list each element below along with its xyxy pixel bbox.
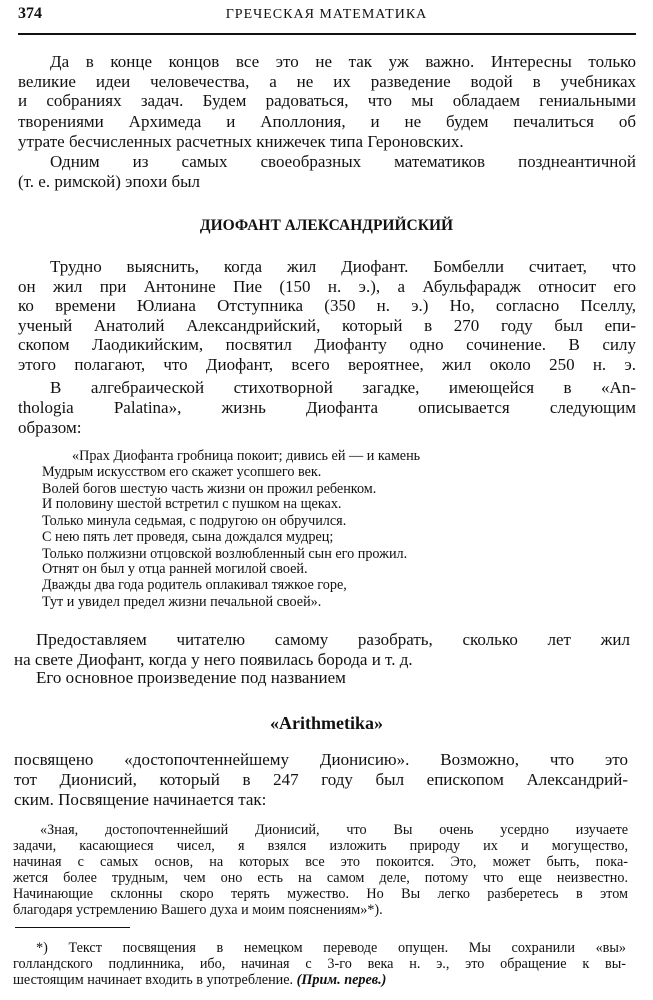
text-line: Трудно выяснить, когда жил Диофант. Бомбелли считает, что [50, 257, 636, 276]
text-line: скопом Лаодикийским, посвятил Диофанту одно сочинение. В силу [18, 335, 636, 354]
section-heading: «Arithmetika» [270, 713, 383, 733]
text-line: В алгебраической стихотворной загадке, имеющейся в «An- [50, 378, 636, 397]
poem-line: Волей богов шестую часть жизни он прожил ребенком. [42, 481, 377, 497]
text-line: Его основное произведение под названием [36, 668, 346, 687]
footnote-line: голландского подлинника, ибо, начиная с 3-го века н. э., это обращение к вы- [13, 956, 626, 972]
text-line: Предоставляем читателю самому разобрать, сколько лет жил [36, 630, 630, 649]
text-line: посвящено «достопочтеннейшему Дионисию». Возможно, что это [14, 750, 628, 769]
quote-line: задачи, касающиеся чисел, я взялся изложить природу их и могущество, [13, 838, 628, 854]
text-line: этого полагают, что Диофант, всего вероятнее, жил около 250 н. э. [18, 355, 636, 374]
text-line: Одним из самых своеобразных математиков позднеантичной [50, 152, 636, 171]
translator-note: (Прим. перев.) [296, 972, 387, 988]
poem-line: И половину шестой встретил с пушком на щеках. [42, 496, 342, 512]
quote-line: Начинающие склонны скоро терять мужество. Но Вы легко разберетесь в этом [13, 886, 628, 902]
text-line: ко времени Юлиана Отступника (350 н. э.) Но, согласно Пселлу, [18, 296, 636, 315]
text-line: thologia Palatina», жизнь Диофанта описывается следующим [18, 398, 636, 417]
text-line: утрате бесчисленных расчетных книжечек типа Героновских. [18, 132, 464, 151]
page-number: 374 [18, 5, 42, 22]
running-title: ГРЕЧЕСКАЯ МАТЕМАТИКА [225, 7, 428, 22]
quote-line: начиная с самых основ, на которых все это покоится. Это, может быть, пока- [13, 854, 628, 870]
header-rule [18, 33, 636, 35]
text-line: и собраниях задач. Будем радоваться, что мы обладаем гениальными [18, 91, 636, 110]
text-line: (т. е. римской) эпохи был [18, 172, 201, 191]
text-line: творениями Архимеда и Аполлония, и не будем печалиться об [18, 112, 636, 131]
text-line: великие идеи человечества, а не их разведение водой в учебниках [18, 72, 636, 91]
poem-line: Только полжизни отцовской возлюбленный сын его прожил. [42, 546, 408, 562]
footnote-rule [15, 927, 130, 928]
poem-line: «Прах Диофанта гробница покоит; дивись ей — и камень [72, 448, 421, 464]
section-heading: ДИОФАНТ АЛЕКСАНДРИЙСКИЙ [199, 217, 454, 234]
footnote-line [13, 972, 386, 988]
poem-line: Мудрым искусством его скажет усопшего век. [42, 464, 322, 480]
text-line: Да в конце концов все это не так уж важно. Интересны только [50, 52, 636, 71]
quote-line: жется более трудным, чем оно есть на самом деле, потому что еще неизвестно. [13, 870, 628, 886]
text-line: ским. Посвящение начинается так: [14, 790, 267, 809]
text-line: он жил при Антонине Пие (150 н. э.), а Абульфарадж относит его [18, 277, 636, 296]
text-line: тот Дионисий, который в 247 году был епископом Александрий- [14, 770, 628, 789]
quote-line: «Зная, достопочтеннейший Дионисий, что Вы очень усердно изучаете [40, 822, 628, 838]
poem-line: Тут и увидел предел жизни печальной своей». [42, 594, 322, 610]
poem-line: Отнят он был у отца ранней могилой своей. [42, 561, 308, 577]
poem-line: С нею пять лет проведя, сына дождался мудрец; [42, 529, 334, 545]
poem-line: Дважды два года родитель оплакивал тяжкое горе, [42, 577, 347, 593]
footnote-text: шестоящим начинает входить в употребление. [13, 972, 294, 988]
text-line: образом: [18, 418, 82, 437]
poem-line: Только минула седьмая, с подругою он обручился. [42, 513, 347, 529]
text-line: ученый Анатолий Александрийский, который в 270 году был епи- [18, 316, 636, 335]
quote-line: благодаря устремлению Вашего духа и моим пояснениям»*). [13, 902, 383, 918]
footnote-line: *) Текст посвящения в немецком переводе опущен. Мы сохранили «вы» [36, 940, 626, 956]
text-line: на свете Диофант, когда у него появилась борода и т. д. [14, 650, 413, 669]
